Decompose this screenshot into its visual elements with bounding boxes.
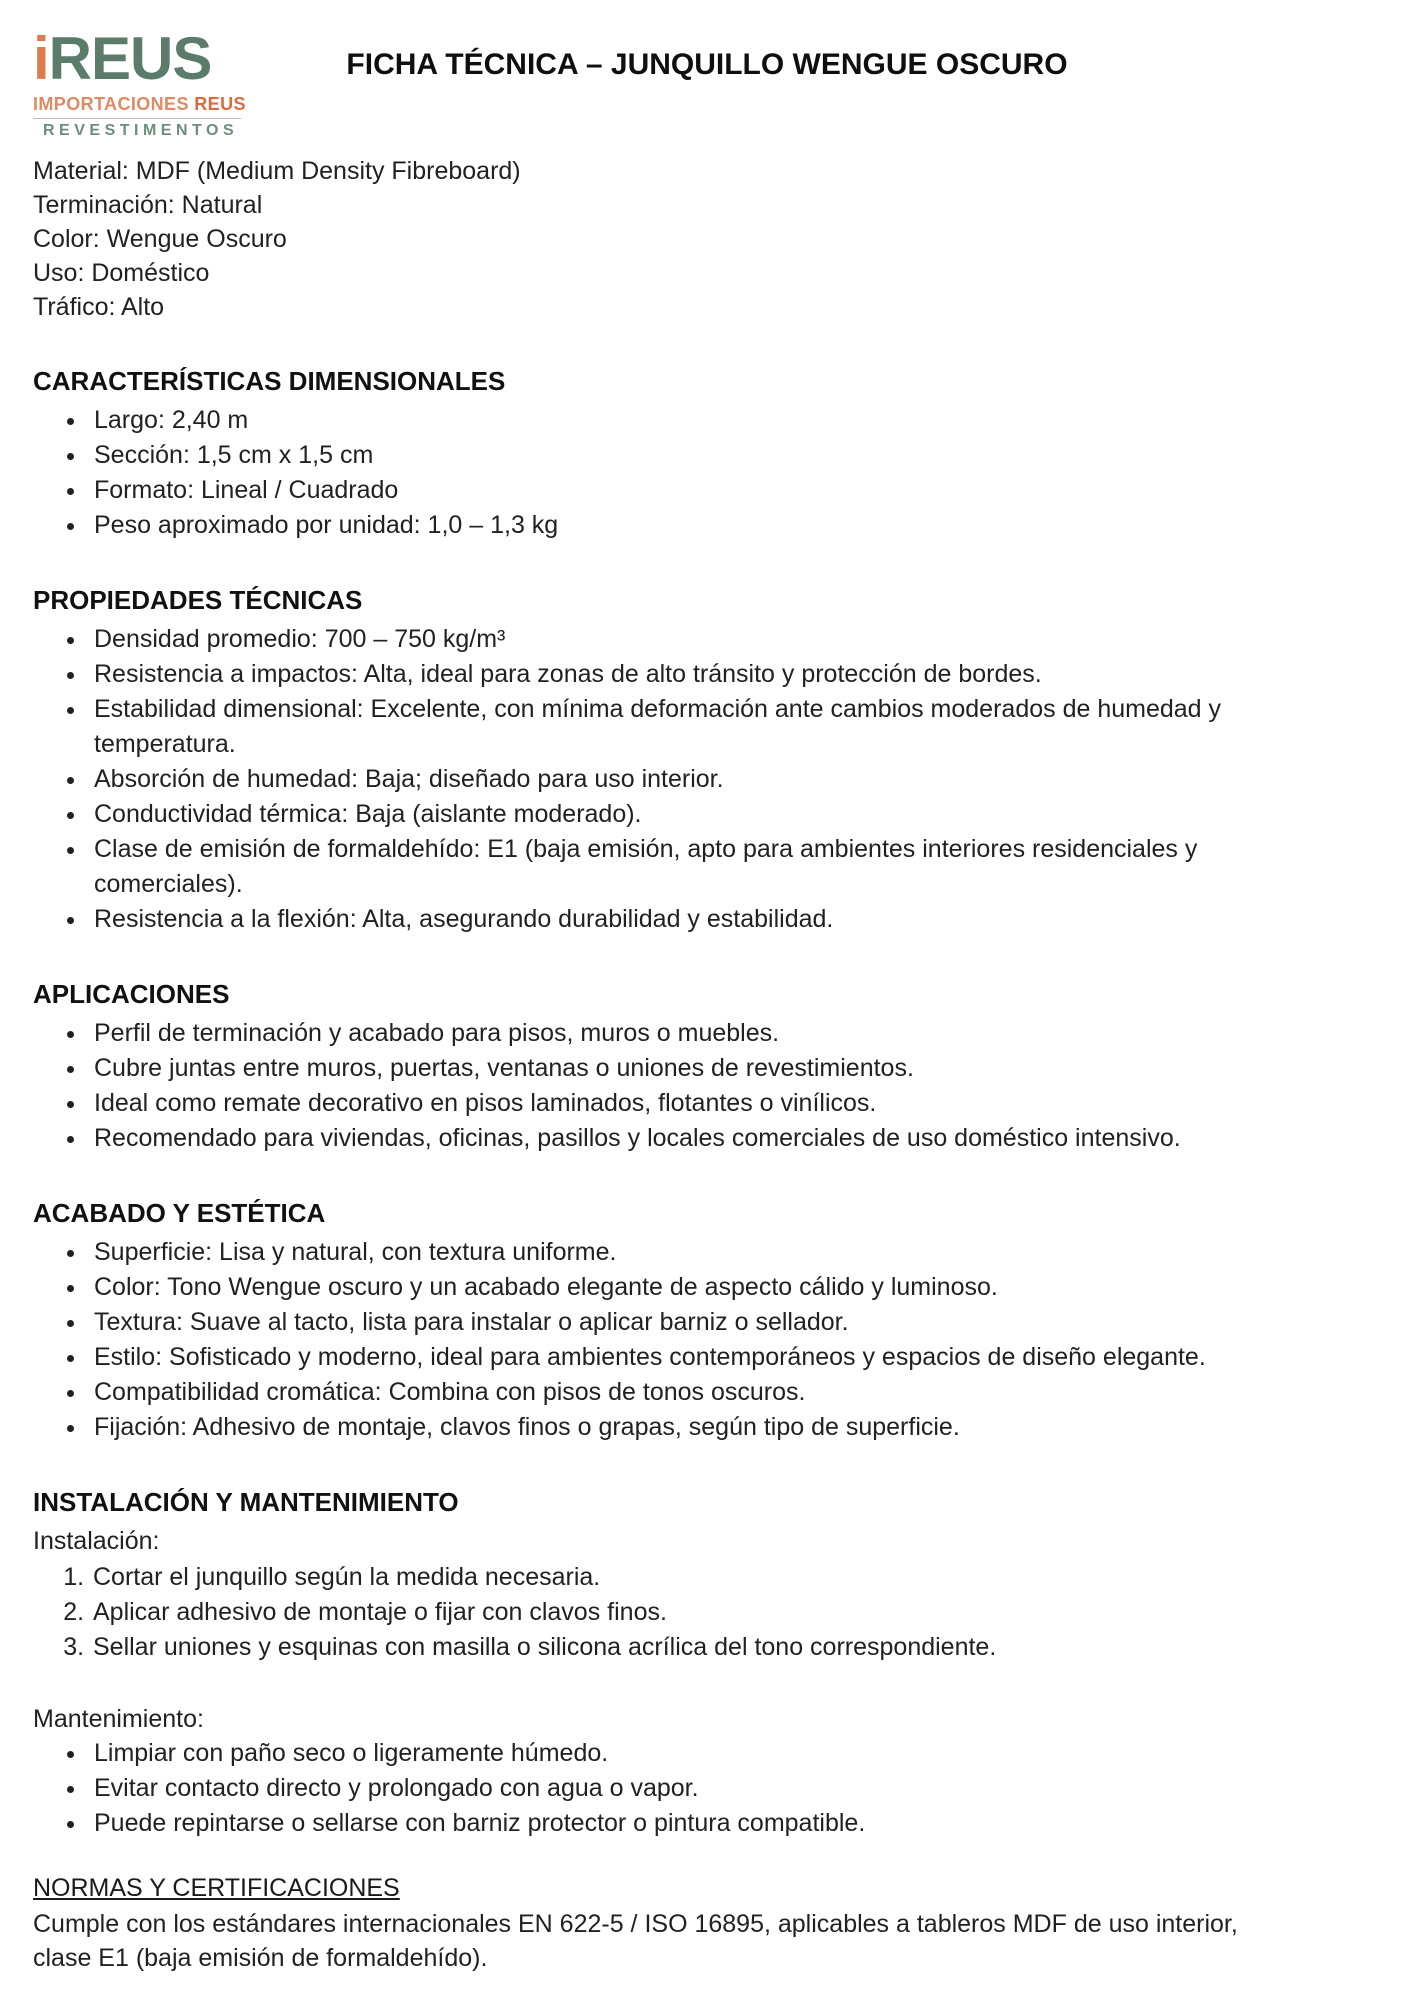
intro-line-trafico: Tráfico: Alto [33, 293, 165, 321]
intro-line-color: Color: Wengue Oscuro [33, 225, 287, 253]
norms-text: Cumple con los estándares internacionales EN 622-5 / ISO 16895, aplicables a tableros MDF de uso interior, clase E1 (baja emisión de formaldehído). [33, 1910, 1238, 1972]
intro-line-terminacion: Terminación: Natural [33, 191, 263, 219]
maintenance-label: Mantenimiento: [33, 1705, 204, 1733]
section-instalacion-mantenimiento [33, 1487, 1238, 1841]
step-item: 3. Sellar uniones y esquinas con masilla o silicona acrílica del tono correspondiente. [91, 1630, 1238, 1665]
section-propiedades-tecnicas [33, 585, 1238, 937]
bullet-list [33, 1736, 1238, 1841]
list-item: • Sección: 1,5 cm x 1,5 cm [88, 438, 1238, 473]
list-item: • Clase de emisión de formaldehído: E1 (baja emisión, apto para ambientes interiores residenciales y comerciales). [88, 832, 1238, 902]
logo-divider [33, 118, 241, 119]
list-item: • Perfil de terminación y acabado para pisos, muros o muebles. [88, 1016, 1238, 1051]
section-heading: PROPIEDADES TÉCNICAS [33, 585, 363, 615]
list-item: • Resistencia a impactos: Alta, ideal para zonas de alto tránsito y protección de bordes. [88, 657, 1238, 692]
document-content [33, 154, 1238, 1975]
norms-heading: NORMAS Y CERTIFICACIONES [33, 1874, 400, 1902]
list-item: • Conductividad térmica: Baja (aislante moderado). [88, 797, 1238, 832]
page-title: FICHA TÉCNICA – JUNQUILLO WENGUE OSCURO [346, 48, 1068, 81]
list-item: • Evitar contacto directo y prolongado con agua o vapor. [88, 1771, 1238, 1806]
bullet-list [33, 1235, 1238, 1445]
list-item: • Limpiar con paño seco o ligeramente húmedo. [88, 1736, 1238, 1771]
logo-importaciones-text: IMPORTACIONES [33, 94, 195, 114]
section-aplicaciones [33, 979, 1238, 1156]
bullet-list [33, 622, 1238, 937]
section-acabado-estetica [33, 1198, 1238, 1445]
intro-block [33, 154, 1238, 324]
company-logo [33, 25, 263, 141]
list-item: • Recomendado para viviendas, oficinas, pasillos y locales comerciales de uso doméstico intensivo. [88, 1121, 1238, 1156]
list-item: • Peso aproximado por unidad: 1,0 – 1,3 kg [88, 508, 1238, 543]
list-item: • Formato: Lineal / Cuadrado [88, 473, 1238, 508]
section-caracteristicas-dimensionales [33, 366, 1238, 543]
section-heading: APLICACIONES [33, 979, 230, 1009]
bullet-list [33, 1016, 1238, 1156]
logo-brand-text: REUS [48, 25, 212, 92]
step-item: 2. Aplicar adhesivo de montaje o fijar con clavos finos. [91, 1595, 1238, 1630]
bullet-list [33, 403, 1238, 543]
list-item: • Cubre juntas entre muros, puertas, ventanas o uniones de revestimientos. [88, 1051, 1238, 1086]
list-item: • Fijación: Adhesivo de montaje, clavos finos o grapas, según tipo de superficie. [88, 1410, 1238, 1445]
list-item: • Ideal como remate decorativo en pisos laminados, flotantes o vinílicos. [88, 1086, 1238, 1121]
intro-line-uso: Uso: Doméstico [33, 259, 210, 287]
list-item: • Textura: Suave al tacto, lista para instalar o aplicar barniz o sellador. [88, 1305, 1238, 1340]
list-item: • Resistencia a la flexión: Alta, asegurando durabilidad y estabilidad. [88, 902, 1238, 937]
list-item: • Puede repintarse o sellarse con barniz protector o pintura compatible. [88, 1806, 1238, 1841]
list-item: • Absorción de humedad: Baja; diseñado para uso interior. [88, 762, 1238, 797]
installation-label: Instalación: [33, 1527, 160, 1555]
logo-revestimentos-text: REVESTIMENTOS [43, 122, 239, 139]
intro-line-material: Material: MDF (Medium Density Fibreboard) [33, 157, 521, 185]
logo-reus-text: REUS [194, 94, 246, 114]
list-item: • Estabilidad dimensional: Excelente, con mínima deformación ante cambios moderados de humedad y temperatura. [88, 692, 1238, 762]
list-item: • Largo: 2,40 m [88, 403, 1238, 438]
section-heading: INSTALACIÓN Y MANTENIMIENTO [33, 1487, 459, 1517]
list-item: • Color: Tono Wengue oscuro y un acabado elegante de aspecto cálido y luminoso. [88, 1270, 1238, 1305]
section-normas-certificaciones [33, 1874, 1238, 1975]
list-item: • Compatibilidad cromática: Combina con pisos de tonos oscuros. [88, 1375, 1238, 1410]
list-item: • Superficie: Lisa y natural, con textura uniforme. [88, 1235, 1238, 1270]
logo-subtitle [33, 94, 263, 115]
step-item: 1. Cortar el junquillo según la medida necesaria. [91, 1560, 1238, 1595]
list-item: • Estilo: Sofisticado y moderno, ideal para ambientes contemporáneos y espacios de diseño elegante. [88, 1340, 1238, 1375]
logo-letter-i: i [33, 25, 49, 92]
section-heading: CARACTERÍSTICAS DIMENSIONALES [33, 366, 506, 396]
list-item: • Densidad promedio: 700 – 750 kg/m³ [88, 622, 1238, 657]
logo-wordmark [33, 25, 263, 92]
section-heading: ACABADO Y ESTÉTICA [33, 1198, 326, 1228]
numbered-step-list [33, 1560, 1238, 1665]
